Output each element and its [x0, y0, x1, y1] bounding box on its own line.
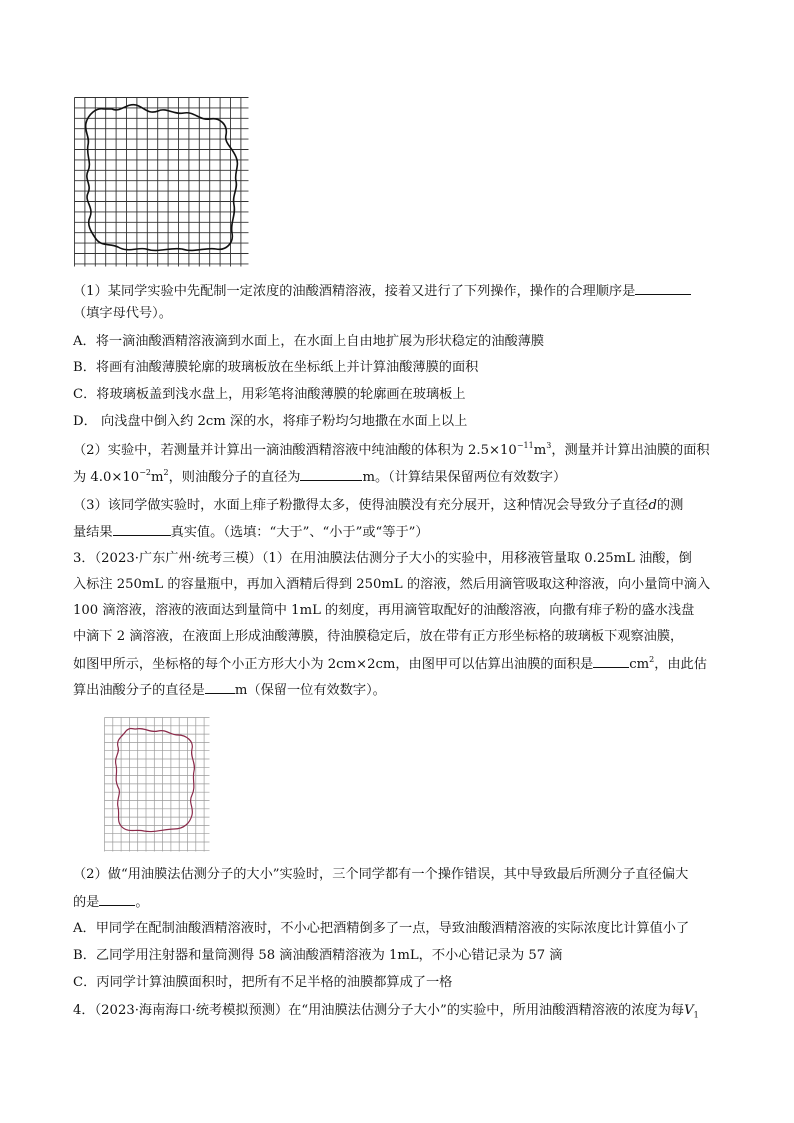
exponent: 3 — [546, 441, 552, 450]
q3-line5-text-c: ，由此估 — [654, 657, 707, 672]
q2-option-c: C．将玻璃板盖到浅水盘上，用彩笔将油酸薄膜的轮廓画在玻璃板上 — [73, 387, 466, 402]
q2-part3-text-c: 量结果 — [73, 525, 113, 540]
q3-line5-text-a: 如图甲所示，坐标格的每个小正方形大小为 2cm×2cm，由图甲可以估算出油膜的面积是 — [73, 657, 594, 672]
q3-option-c: C．丙同学计算油膜面积时，把所有不足半格的油膜都算成了一格 — [73, 975, 453, 990]
answer-blank-order[interactable] — [635, 281, 691, 295]
q3-line5 — [73, 654, 707, 674]
answer-blank-area[interactable] — [593, 654, 629, 668]
q3-line6 — [73, 680, 386, 700]
q3-option-b: B．乙同学用注射器和量筒测得 58 滴油酸酒精溶液为 1mL，不小心错记录为 57 滴 — [73, 948, 563, 963]
q2-part2-text-g: m。（计算结果保留两位有效数字） — [362, 470, 567, 485]
q2-option-a: A．将一滴油酸酒精溶液滴到水面上，在水面上自由地扩展为形状稳定的油酸薄膜 — [73, 334, 545, 349]
q2-part2-text-f: ，则油酸分子的直径为 — [168, 470, 301, 485]
answer-blank-diameter-q3[interactable] — [205, 680, 235, 694]
subscript: 1 — [693, 1010, 699, 1020]
q3-part2-line1: （2）做“用油膜法估测分子的大小”实验时，三个同学都有一个操作错误，其中导致最后所测分子直径偏大 — [73, 867, 689, 882]
q2-part3-text-a: （3）该同学做实验时，水面上痱子粉撒得太多，使得油膜没有充分展开，这种情况会导致分子直径 — [73, 498, 649, 513]
q2-part1-line1 — [73, 281, 691, 301]
q2-part3-line1 — [73, 497, 683, 515]
exponent: 2 — [163, 468, 169, 477]
oil-film-grid-figure-1 — [74, 97, 249, 267]
exponent: −2 — [139, 468, 151, 477]
answer-blank-compare[interactable] — [113, 522, 171, 536]
oil-film-outline-red — [116, 729, 195, 832]
q2-part2-line1 — [73, 442, 710, 460]
exponent: 2 — [649, 655, 655, 664]
answer-blank-diameter[interactable] — [300, 467, 362, 481]
q2-part2-text-c: ，测量并计算出油膜的面积 — [551, 443, 710, 458]
q2-part2-text-a: （2）实验中，若测量并计算出一滴油酸酒精溶液中纯油酸的体积为 2.5×10 — [73, 443, 517, 458]
variable-d: d — [648, 498, 657, 513]
q4-line1-text: 4．（2023·海南海口·统考模拟预测）在“用油膜法估测分子大小”的实验中，所用油酸酒精溶液的浓度为每 — [73, 1003, 685, 1018]
q3-line4: 中滴下 2 滴溶液，在液面上形成油酸薄膜，待油膜稳定后，放在带有正方形坐标格的玻璃板下观察油膜， — [73, 629, 684, 644]
q3-line1: 3．（2023·广东广州·统考三模）（1）在用油膜法估测分子大小的实验中，用移液管量取 0.25mL 油酸，倒 — [73, 551, 692, 566]
oil-film-grid-figure-2 — [104, 717, 210, 852]
q3-line6-text-b: m（保留一位有效数字）。 — [234, 683, 386, 698]
q2-part3-text-b: 的测 — [656, 498, 684, 513]
answer-blank-choice[interactable] — [99, 892, 135, 906]
q2-part3-line2 — [73, 522, 429, 542]
q3-option-a: A．甲同学在配制油酸酒精溶液时，不小心把酒精倒多了一点，导致油酸酒精溶液的实际浓度比计算值小了 — [73, 921, 690, 936]
exponent: −11 — [516, 441, 534, 450]
q3-part2-text-b: 的是 — [73, 895, 100, 910]
q3-line6-text-a: 算出油酸分子的直径是 — [73, 683, 205, 698]
q3-line3: 100 滴溶液，溶液的液面达到量筒中 1mL 的刻度，再用滴管取配好的油酸溶液，向撒有痱子粉的盛水浅盘 — [73, 603, 695, 618]
q2-part1-line2: （填字母代号）。 — [73, 306, 172, 321]
q3-part2-line2 — [73, 892, 149, 912]
q2-part2-line2 — [73, 467, 566, 487]
unit: m — [533, 443, 547, 458]
q2-option-d: D． 向浅盘中倒入约 2cm 深的水，将痱子粉均匀地撒在水面上以上 — [73, 414, 468, 429]
q3-line2: 入标注 250mL 的容量瓶中，再加入酒精后得到 250mL 的溶液，然后用滴管吸取这种溶液，向小量筒中滴入 — [73, 577, 711, 592]
unit: cm — [629, 657, 650, 672]
q2-option-b: B．将画有油酸薄膜轮廓的玻璃板放在坐标纸上并计算油酸薄膜的面积 — [73, 360, 479, 375]
q4-line1 — [73, 1002, 699, 1025]
variable-v: V — [684, 1003, 694, 1018]
q2-part1-text: （1）某同学实验中先配制一定浓度的油酸酒精溶液，接着又进行了下列操作，操作的合理顺序是 — [73, 284, 636, 299]
q2-part3-text-d: 真实值。（选填：“大于”、“小于”或“等于”） — [170, 525, 429, 540]
unit: m — [150, 470, 164, 485]
oil-film-outline — [86, 105, 238, 251]
q3-part2-text-c: 。 — [135, 895, 149, 910]
q2-part2-text-d: 为 4.0×10 — [73, 470, 140, 485]
